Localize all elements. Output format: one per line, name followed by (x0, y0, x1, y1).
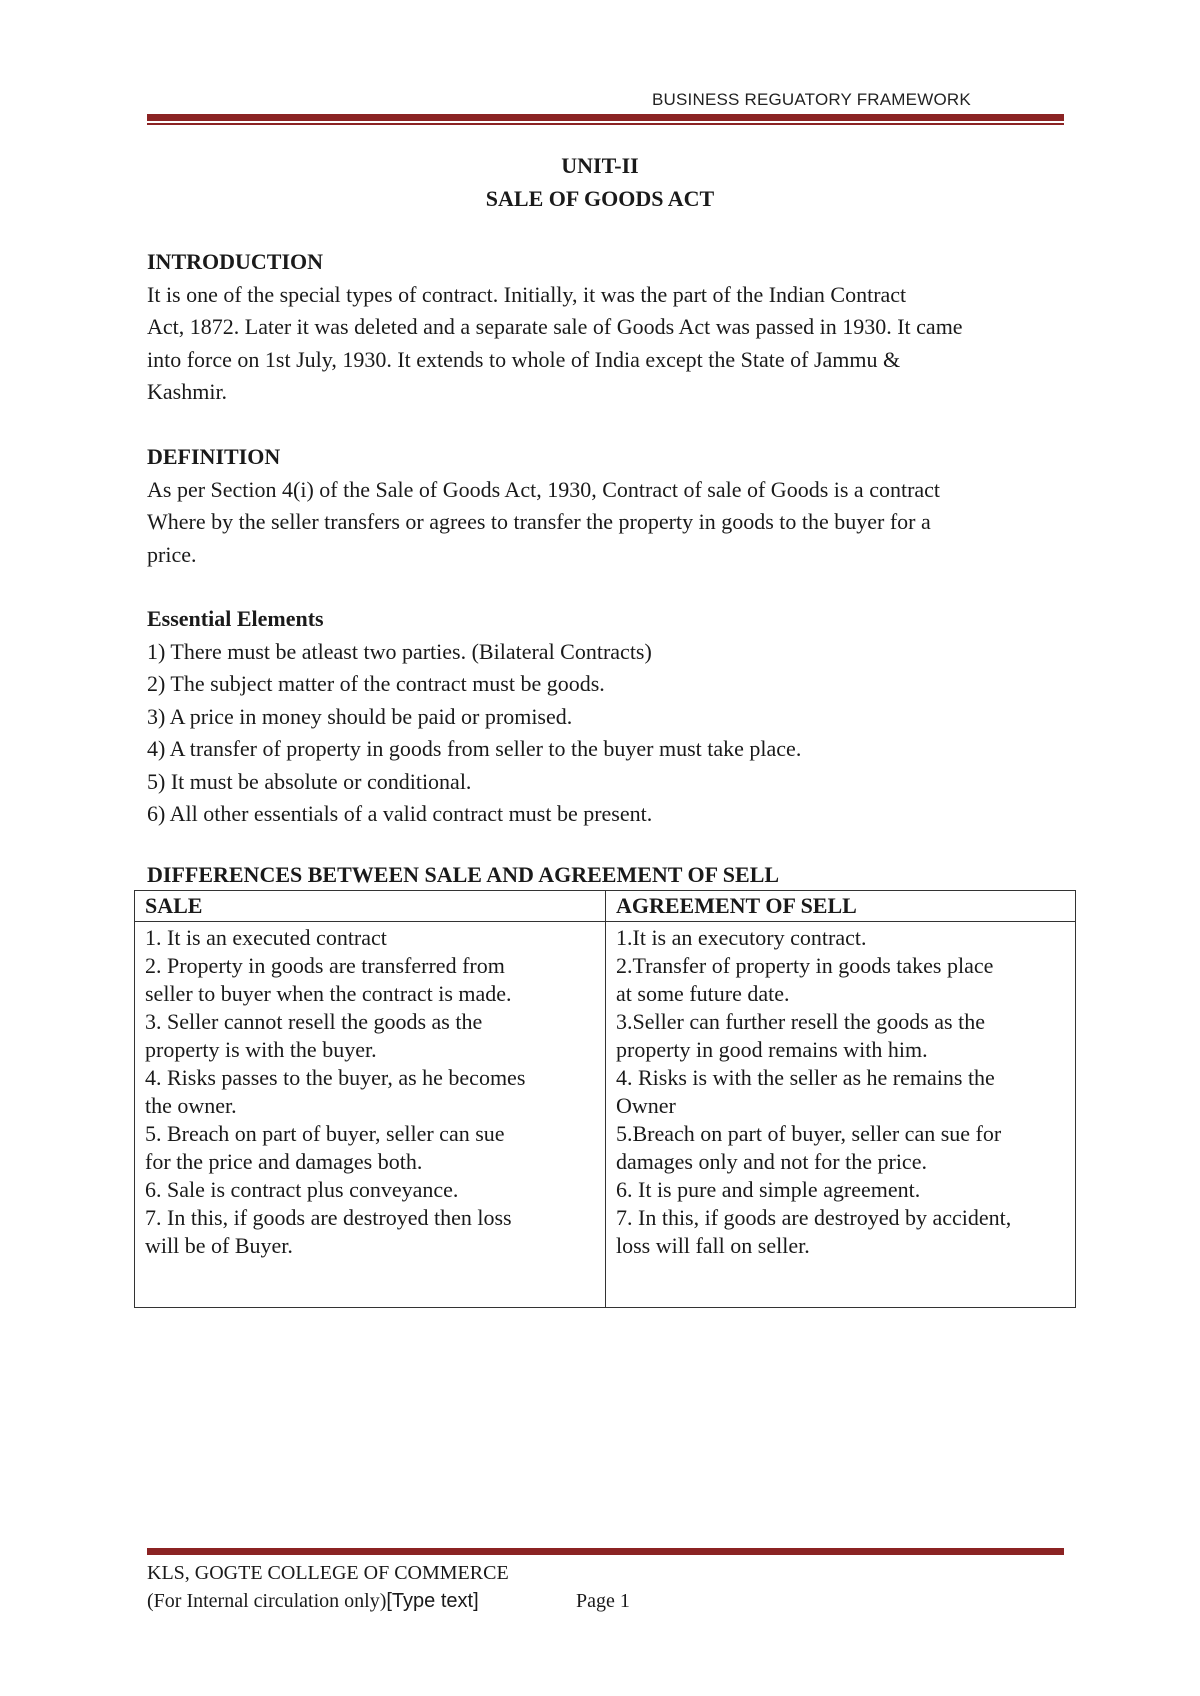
cell-line: at some future date. (616, 981, 790, 1006)
table-header-row (135, 891, 1076, 922)
differences-table (134, 890, 1076, 1308)
agreement-cell (606, 922, 1076, 1308)
footer-circulation: (For Internal circulation only) (147, 1590, 387, 1612)
essentials-heading: Essential Elements (147, 606, 324, 631)
cell-line: 2. Property in goods are transferred from (145, 953, 505, 978)
cell-line: 2.Transfer of property in goods takes place (616, 953, 994, 978)
introduction-heading: INTRODUCTION (147, 249, 324, 274)
paragraph-line: price. (147, 541, 197, 567)
cell-line: property is with the buyer. (145, 1037, 377, 1062)
cell-line: Owner (616, 1093, 676, 1118)
introduction-section (147, 246, 1077, 409)
cell-line: 4. Risks is with the seller as he remains the (616, 1065, 995, 1090)
definition-paragraph (147, 474, 1077, 572)
cell-line: 5.Breach on part of buyer, seller can sue for (616, 1121, 1002, 1146)
column-header-sale: SALE (135, 891, 606, 922)
column-header-agreement: AGREEMENT OF SELL (606, 891, 1076, 922)
cell-line: 3. Seller cannot resell the goods as the (145, 1009, 483, 1034)
cell-line: 7. In this, if goods are destroyed by accident, (616, 1205, 1012, 1230)
list-item: 1) There must be atleast two parties. (Bilateral Contracts) (147, 638, 652, 664)
footer-college: KLS, GOGTE COLLEGE OF COMMERCE (147, 1562, 509, 1584)
header-title: BUSINESS REGUATORY FRAMEWORK (652, 90, 971, 109)
introduction-paragraph (147, 279, 1077, 409)
cell-line: 7. In this, if goods are destroyed then loss (145, 1205, 512, 1230)
footer-rule (147, 1548, 1064, 1555)
cell-line: 4. Risks passes to the buyer, as he becomes (145, 1065, 526, 1090)
sale-cell (135, 922, 606, 1308)
cell-line: seller to buyer when the contract is made. (145, 981, 512, 1006)
list-item: 3) A price in money should be paid or promised. (147, 703, 573, 729)
cell-line: 6. It is pure and simple agreement. (616, 1177, 921, 1202)
cell-line: 3.Seller can further resell the goods as the (616, 1009, 985, 1034)
essentials-section (147, 603, 1077, 831)
list-item: 6) All other essentials of a valid contract must be present. (147, 801, 653, 826)
essentials-list (147, 636, 1077, 831)
definition-section (147, 441, 1077, 571)
unit-title: SALE OF GOODS ACT (485, 186, 715, 211)
table-row (135, 922, 1076, 1308)
list-item: 2) The subject matter of the contract must be goods. (147, 671, 605, 696)
paragraph-line: As per Section 4(i) of the Sale of Goods Act, 1930, Contract of sale of Goods is a contract (147, 476, 941, 502)
header-rule (147, 114, 1064, 125)
paragraph-line: Kashmir. (147, 379, 228, 404)
cell-line: the owner. (145, 1093, 237, 1118)
cell-line: 5. Breach on part of buyer, seller can sue (145, 1121, 505, 1146)
cell-line: for the price and damages both. (145, 1149, 423, 1174)
cell-line: loss will fall on seller. (616, 1233, 810, 1258)
list-item: 5) It must be absolute or conditional. (147, 768, 472, 794)
cell-line: will be of Buyer. (145, 1233, 293, 1258)
paragraph-line: Act, 1872. Later it was deleted and a separate sale of Goods Act was passed in 1930. It came (147, 314, 963, 339)
paragraph-line: into force on 1st July, 1930. It extends to whole of India except the State of Jammu & (147, 346, 901, 372)
definition-heading: DEFINITION (147, 444, 281, 469)
differences-heading: DIFFERENCES BETWEEN SALE AND AGREEMENT OF SELL (147, 862, 780, 887)
cell-line: 1. It is an executed contract (145, 925, 387, 950)
list-item: 4) A transfer of property in goods from seller to the buyer must take place. (147, 736, 802, 761)
cell-line: 6. Sale is contract plus conveyance. (145, 1177, 459, 1202)
footer-placeholder[interactable]: [Type text] (386, 1590, 479, 1612)
footer-line (147, 1590, 479, 1613)
paragraph-line: It is one of the special types of contract. Initially, it was the part of the Indian Contract (147, 281, 907, 307)
unit-number: UNIT-II (561, 153, 639, 178)
page-number: Page 1 (576, 1590, 630, 1612)
paragraph-line: Where by the seller transfers or agrees to transfer the property in goods to the buyer for a (147, 509, 931, 534)
cell-line: property in good remains with him. (616, 1037, 928, 1062)
cell-line: damages only and not for the price. (616, 1149, 927, 1174)
cell-line: 1.It is an executory contract. (616, 925, 867, 950)
